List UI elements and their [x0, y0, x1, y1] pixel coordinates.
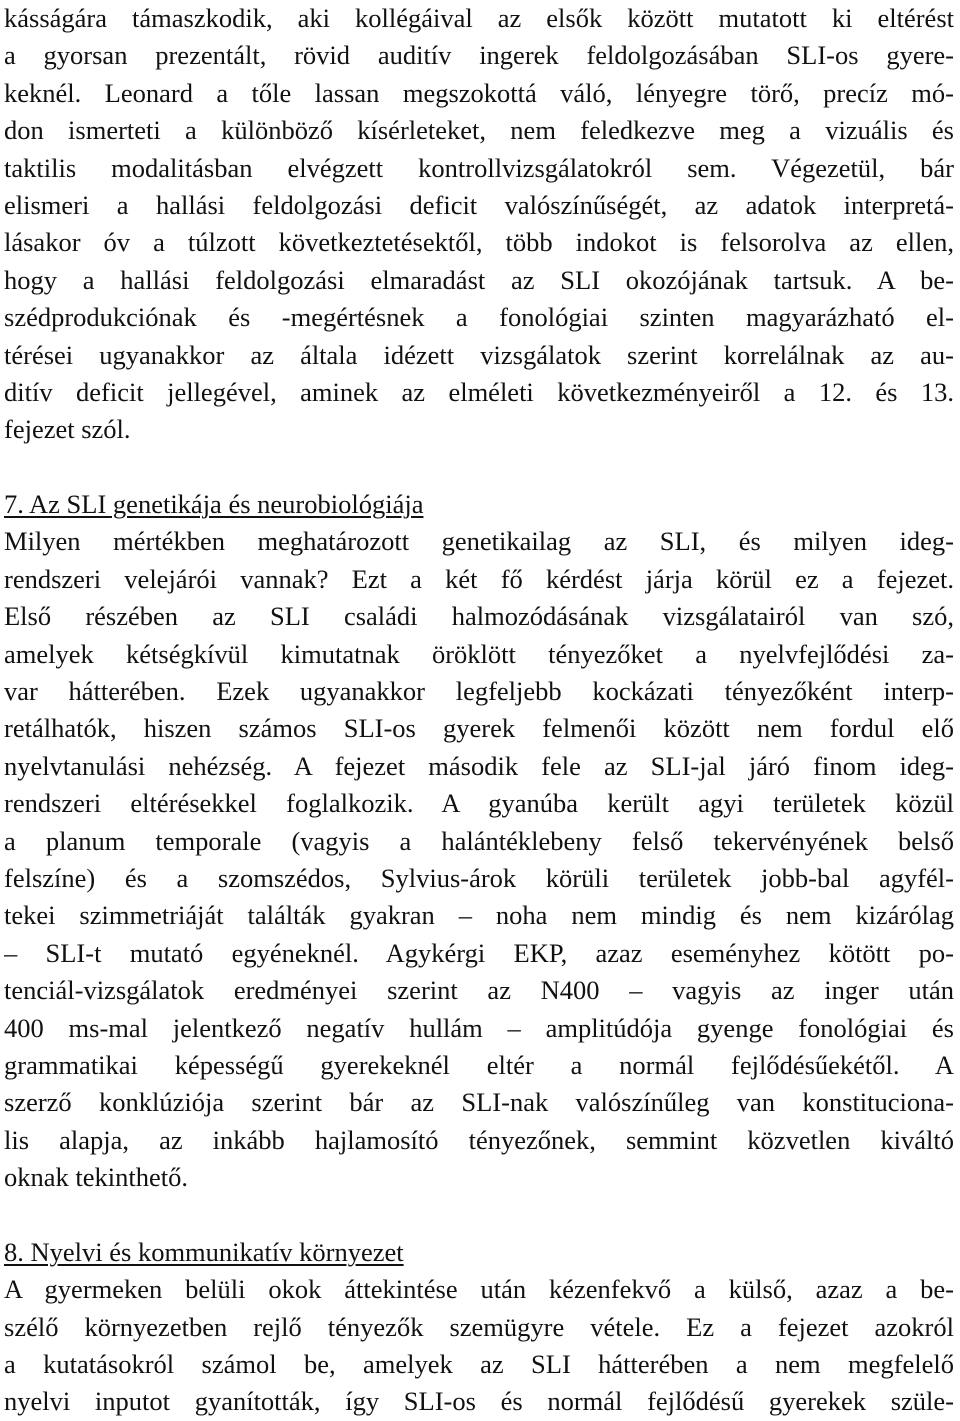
- section-7-heading: 7. Az SLI genetikája és neurobiológiája: [4, 489, 424, 520]
- text-line: elismeri a hallási feldolgozási deficit valószínűségét, az adatok interpretá-: [4, 189, 954, 220]
- text-line: szédprodukciónak és -megértésnek a fonológiai szinten magyarázható el-: [4, 302, 954, 333]
- text-line: kásságára támaszkodik, aki kollégáival az elsők között mutatott ki eltérést: [4, 3, 954, 33]
- section-7: [4, 486, 954, 1196]
- paragraph-intro: [4, 0, 954, 449]
- section-heading: [4, 486, 954, 523]
- section-8: [4, 1234, 954, 1421]
- text-line: a kutatásokról számol be, amelyek az SLI hátterében a nem megfelelő: [4, 1349, 954, 1380]
- text-line: Első részében az SLI családi halmozódásának vizsgálatairól van szó,: [4, 601, 954, 632]
- text-line: var hátterében. Ezek ugyanakkor legfeljebb kockázati tényezőként interp-: [4, 676, 954, 707]
- text-line: taktilis modalitásban elvégzett kontrollvizsgálatokról sem. Végezetül, bár: [4, 152, 954, 183]
- paragraph-spacer: [4, 449, 954, 486]
- text-line: oknak tekinthető.: [4, 1162, 188, 1193]
- text-line: szerző konklúziója szerint bár az SLI-nak valószínűleg van konstituciona-: [4, 1087, 954, 1118]
- text-line: a gyorsan prezentált, rövid auditív ingerek feldolgozásában SLI-os gyere-: [4, 40, 954, 71]
- text-line: tekei szimmetriáját találták gyakran – noha nem mindig és nem kizárólag: [4, 900, 954, 931]
- text-line: don ismerteti a különböző kísérleteket, nem feledkezve meg a vizuális és: [4, 115, 954, 146]
- text-line: szélő környezetben rejlő tényezők szemügyre vétele. Ez a fejezet azokról: [4, 1311, 954, 1342]
- text-line: Milyen mértékben meghatározott genetikailag az SLI, és milyen ideg-: [4, 526, 954, 557]
- text-line: fejezet szól.: [4, 414, 131, 445]
- text-line: lásakor óv a túlzott következtetésektől, több indokot is felsorolva az ellen,: [4, 227, 954, 258]
- text-line: – SLI-t mutató egyéneknél. Agykérgi EKP, azaz eseményhez kötött po-: [4, 937, 954, 968]
- text-line: amelyek kétségkívül kimutatnak öröklött tényezőket a nyelvfejlődési za-: [4, 638, 954, 669]
- paragraph-spacer: [4, 1197, 954, 1234]
- text-line: a planum temporale (vagyis a halántéklebeny felső tekervényének belső: [4, 825, 954, 856]
- text-line: ditív deficit jellegével, aminek az elméleti következményeiről a 12. és 13.: [4, 376, 954, 407]
- text-line: retálhatók, hiszen számos SLI-os gyerek felmenői között nem fordul elő: [4, 713, 954, 744]
- text-line: lis alapja, az inkább hajlamosító tényezőnek, semmint közvetlen kiváltó: [4, 1124, 954, 1155]
- section-8-heading: 8. Nyelvi és kommunikatív környezet: [4, 1236, 404, 1267]
- text-line: A gyermeken belüli okok áttekintése után kézenfekvő a külső, azaz a be-: [4, 1274, 954, 1305]
- text-line: keknél. Leonard a tőle lassan megszokottá váló, lényegre törő, precíz mó-: [4, 77, 954, 108]
- text-line: térései ugyanakkor az általa idézett vizsgálatok szerint korrelálnak az au-: [4, 339, 954, 370]
- text-line: felszíne) és a szomszédos, Sylvius-árok körüli területek jobb-bal agyfél-: [4, 862, 954, 893]
- text-line: nyelvi inputot gyanították, így SLI-os és normál fejlődésű gyerekek szüle-: [4, 1386, 954, 1417]
- text-line: tenciál-vizsgálatok eredményei szerint az N400 – vagyis az inger után: [4, 975, 954, 1006]
- text-line: 400 ms-mal jelentkező negatív hullám – amplitúdója gyenge fonológiai és: [4, 1012, 954, 1043]
- text-line: grammatikai képességű gyerekeknél eltér a normál fejlődésűekétől. A: [4, 1049, 954, 1080]
- text-line: hogy a hallási feldolgozási elmaradást az SLI okozójának tartsuk. A be-: [4, 264, 954, 295]
- section-heading: [4, 1234, 954, 1271]
- text-line: rendszeri eltérésekkel foglalkozik. A gyanúba került agyi területek közül: [4, 788, 954, 819]
- document-page: [4, 0, 954, 1421]
- text-line: nyelvtanulási nehézség. A fejezet második fele az SLI-jal járó finom ideg-: [4, 750, 954, 781]
- text-line: rendszeri velejárói vannak? Ezt a két fő kérdést járja körül ez a fejezet.: [4, 563, 954, 594]
